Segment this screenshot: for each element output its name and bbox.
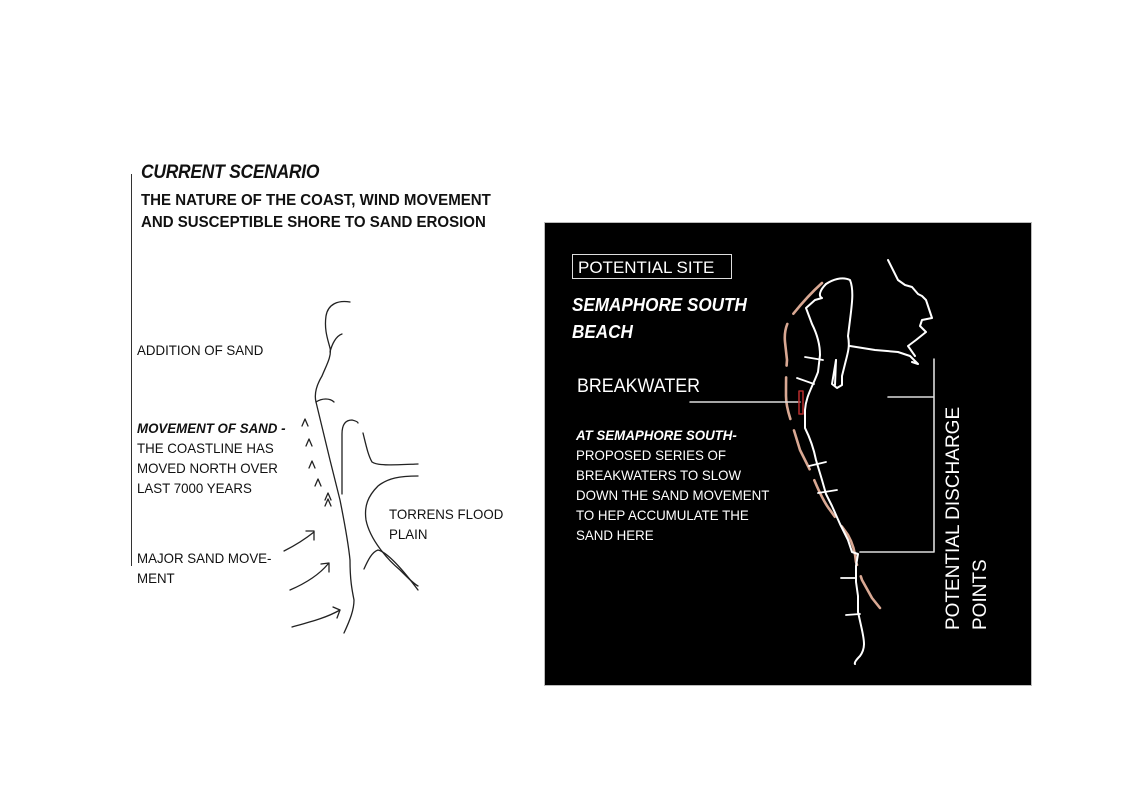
site-name-line: SEMAPHORE SOUTH: [572, 295, 747, 315]
movement-line: MOVED NORTH OVER: [137, 460, 278, 476]
caret-up-icon: [315, 479, 321, 486]
proposal-description: [576, 425, 769, 545]
main-coastline: [316, 402, 354, 633]
potential-site-label: POTENTIAL SITE: [572, 254, 732, 279]
movement-heading: MOVEMENT OF SAND -: [137, 420, 286, 436]
breakwater-label: BREAKWATER: [577, 376, 701, 397]
arrow-northeast-icon: [290, 564, 328, 590]
movement-of-sand-label: [137, 418, 286, 498]
movement-line: THE COASTLINE HAS: [137, 440, 274, 456]
river-upper: [363, 433, 418, 465]
caret-up-icon: [302, 419, 308, 426]
caret-up-icon: [325, 499, 331, 506]
caret-up-icon: [325, 493, 331, 500]
description-line: TO HEP ACCUMULATE THE: [576, 507, 749, 523]
description-line: SAND HERE: [576, 527, 654, 543]
description-heading: AT SEMAPHORE SOUTH-: [576, 427, 737, 443]
description-line: PROPOSED SERIES OF: [576, 447, 727, 463]
subtitle-line: AND SUSCEPTIBLE SHORE TO SAND EROSION: [141, 214, 486, 231]
discharge-line: POINTS: [970, 559, 991, 630]
arrow-head: [321, 563, 329, 572]
left-vertical-rule: [131, 174, 132, 566]
torrens-line: TORRENS FLOOD: [389, 506, 504, 522]
potential-discharge-label: [940, 407, 994, 630]
caret-up-icon: [306, 439, 312, 446]
arrow-head: [333, 607, 340, 618]
floodplain-branch: [364, 550, 418, 590]
torrens-line: PLAIN: [389, 526, 428, 542]
peninsula-inner: [330, 334, 342, 352]
arrow-northeast-icon: [292, 610, 340, 627]
torrens-flood-plain-label: [389, 504, 503, 544]
site-name: [572, 292, 747, 346]
arrow-northeast-icon: [284, 532, 314, 551]
inlet-outline: [342, 420, 358, 494]
caret-up-icon: [309, 461, 315, 468]
subtitle-line: THE NATURE OF THE COAST, WIND MOVEMENT: [141, 192, 491, 209]
site-name-line: BEACH: [572, 322, 633, 342]
arrow-head: [306, 531, 314, 540]
section-title: CURRENT SCENARIO: [141, 162, 320, 183]
major-line: MENT: [137, 570, 175, 586]
movement-line: LAST 7000 YEARS: [137, 480, 252, 496]
peninsula-outline: [315, 302, 350, 402]
major-line: MAJOR SAND MOVE-: [137, 550, 272, 566]
description-line: BREAKWATERS TO SLOW: [576, 467, 742, 483]
major-sand-movement-label: [137, 548, 271, 588]
section-subtitle: [141, 190, 491, 234]
description-line: DOWN THE SAND MOVEMENT: [576, 487, 770, 503]
addition-of-sand-label: ADDITION OF SAND: [137, 342, 264, 358]
discharge-line: POTENTIAL DISCHARGE: [943, 406, 964, 630]
coast-spur: [316, 399, 334, 402]
